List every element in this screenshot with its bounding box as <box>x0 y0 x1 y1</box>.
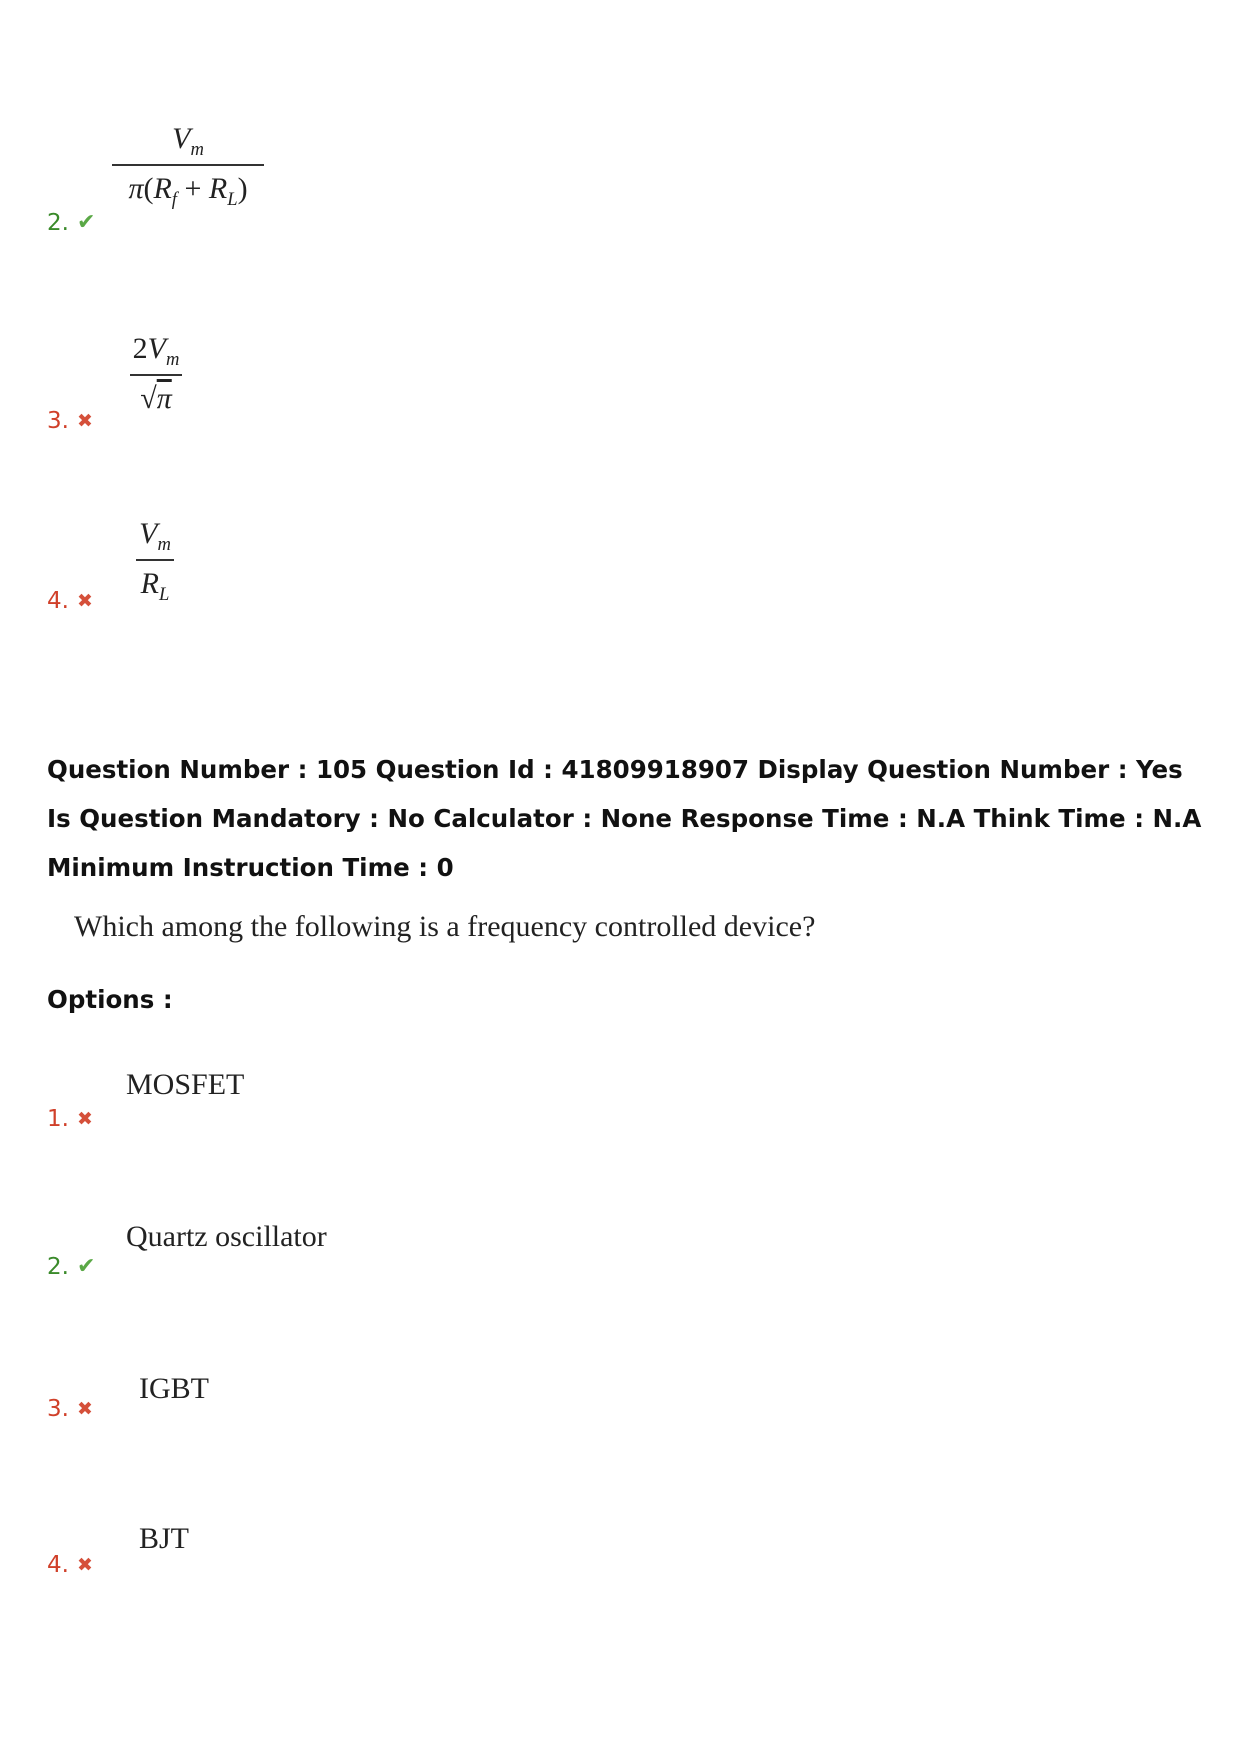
question-text: Which among the following is a frequency controlled device? <box>74 910 816 943</box>
cross-icon: ✖ <box>76 409 93 432</box>
check-icon: ✔ <box>76 1254 96 1279</box>
option-number: 2. ✔ <box>47 1254 96 1280</box>
formula-vm-over-rl: $V_m$ $R_L$ <box>136 517 174 606</box>
check-icon: ✔ <box>76 210 96 235</box>
cross-icon: ✖ <box>76 589 93 612</box>
option-text: IGBT <box>139 1372 209 1405</box>
option-number: 2. ✔ <box>47 210 96 236</box>
option-text: Quartz oscillator <box>126 1220 327 1253</box>
option-number: 4. ✖ <box>47 588 93 614</box>
option-number: 3. ✖ <box>47 1396 93 1422</box>
formula-vm-over-pi-rf-rl: $V_m$ $\pi(R_f + R_L)$ <box>112 122 264 211</box>
option-text: MOSFET <box>126 1068 245 1101</box>
formula-2vm-over-sqrt-pi: $2V_m$ √π <box>130 332 182 417</box>
cross-icon: ✖ <box>76 1107 93 1130</box>
options-label: Options : <box>47 985 173 1014</box>
option-text: BJT <box>139 1522 190 1555</box>
option-number: 3. ✖ <box>47 408 93 434</box>
cross-icon: ✖ <box>76 1553 93 1576</box>
option-number: 4. ✖ <box>47 1552 93 1578</box>
question-meta: Question Number : 105 Question Id : 41809918907 Display Question Number : Yes Is Question Mandatory : No Calculator : None Response Time : N.A Think Time : N.A Minimum Instruction Time : 0 <box>47 755 1202 882</box>
option-number: 1. ✖ <box>47 1106 93 1132</box>
cross-icon: ✖ <box>76 1397 93 1420</box>
